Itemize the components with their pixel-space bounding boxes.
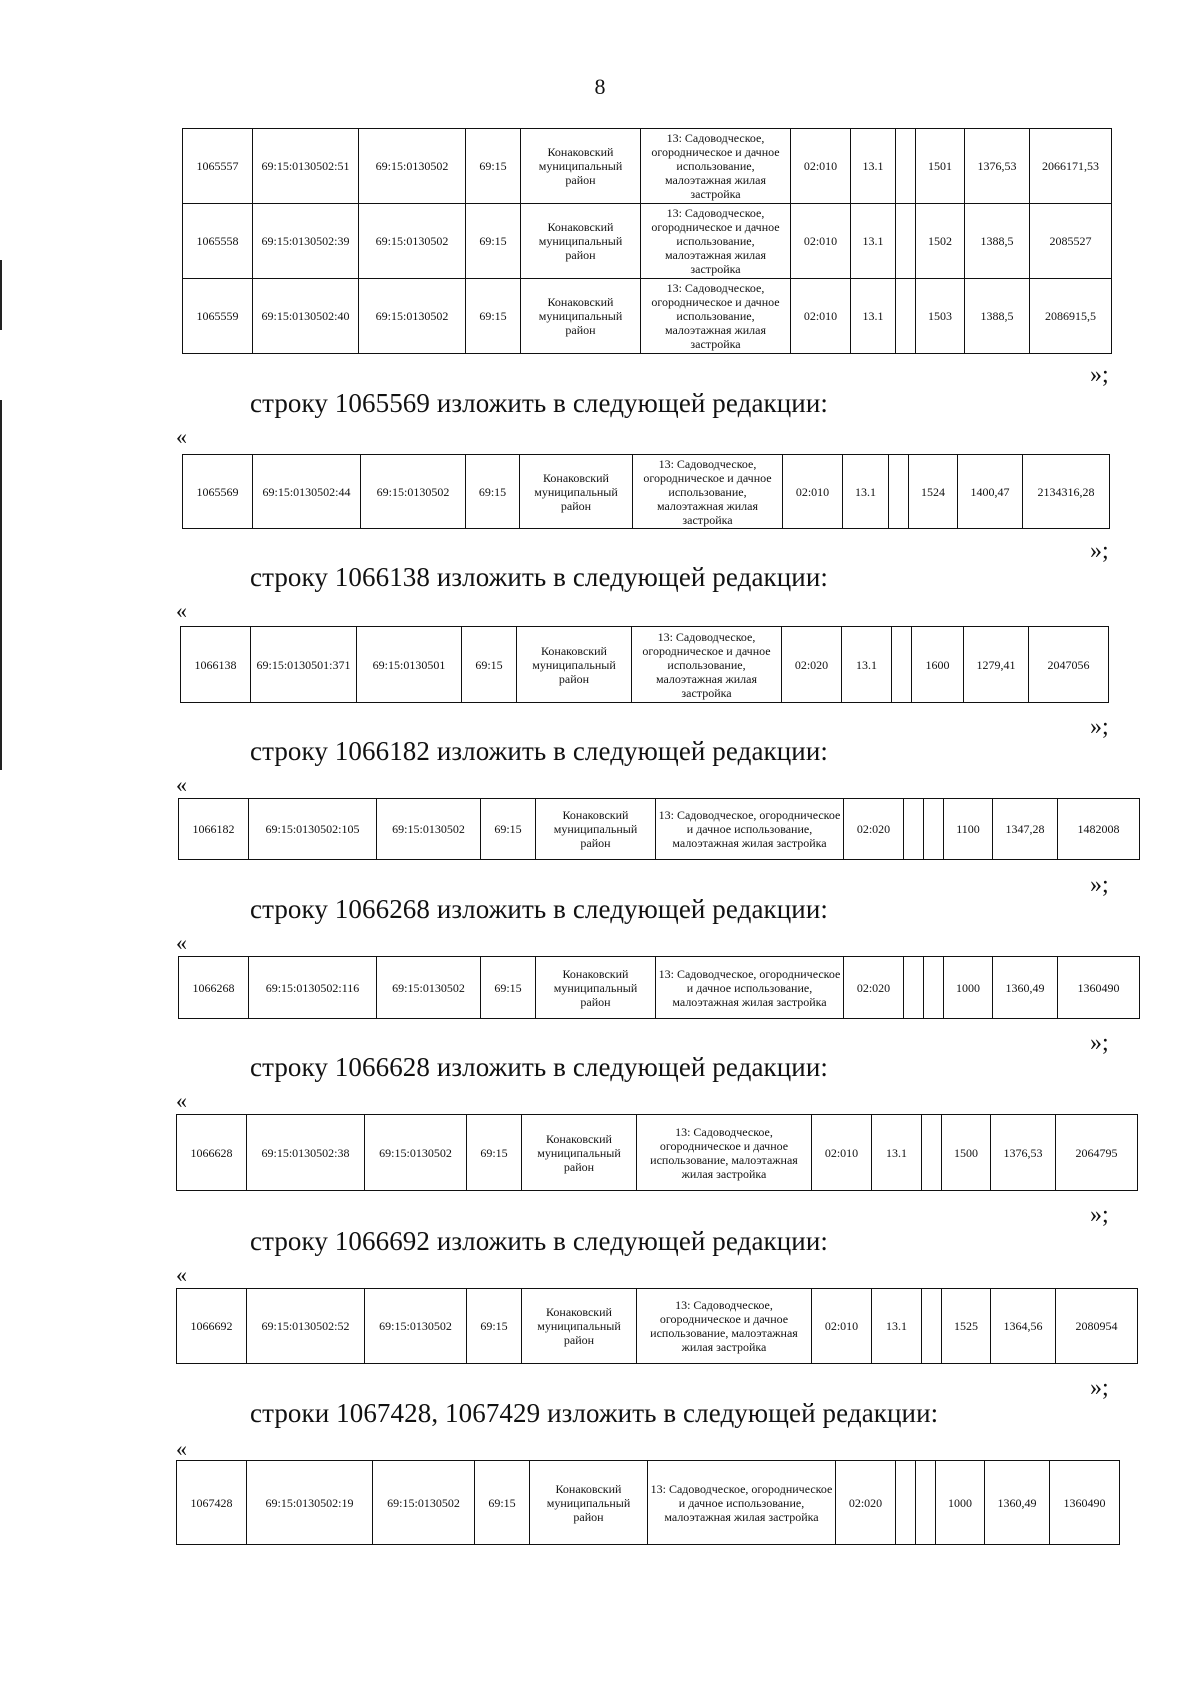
opening-quote: « xyxy=(176,1436,187,1461)
cell-land-use: 13: Садоводческое, огородническое и дачное использование, малоэтажная жилая застройка xyxy=(632,627,782,703)
cell-cadastral-number: 69:15:0130502:39 xyxy=(253,204,359,279)
opening-quote: « xyxy=(176,772,187,797)
section-heading: строку 1066182 изложить в следующей редакции: xyxy=(250,736,829,766)
cell-cadastral-block: 69:15:0130501 xyxy=(357,627,462,703)
cell-land-use: 13: Садоводческое, огородническое и дачное использование, малоэтажная жилая застройка xyxy=(637,1115,812,1191)
opening-quote: « xyxy=(176,1088,187,1113)
cell-district: Конаковский муниципальный район xyxy=(522,1115,637,1191)
cell-district-code: 69:15 xyxy=(466,279,521,354)
section-heading: строку 1066268 изложить в следующей редакции: xyxy=(250,894,829,924)
records-table xyxy=(180,626,1109,703)
cell-cadastral-block: 69:15:0130502 xyxy=(377,957,481,1019)
cell-specific-value: 1364,56 xyxy=(991,1289,1056,1364)
cell-record-id: 1065569 xyxy=(183,455,253,529)
cell-district-code: 69:15 xyxy=(467,1115,522,1191)
closing-quote: »; xyxy=(1090,1375,1109,1401)
cell-district: Конаковский муниципальный район xyxy=(536,799,656,860)
cell-cadastral-block: 69:15:0130502 xyxy=(359,129,466,204)
cell-district: Конаковский муниципальный район xyxy=(521,279,641,354)
cell-category-code: 02:010 xyxy=(791,129,851,204)
cell-district-code: 69:15 xyxy=(475,1461,530,1545)
cell-cadastral-block: 69:15:0130502 xyxy=(373,1461,475,1545)
records-table xyxy=(176,1288,1138,1364)
cell-land-use: 13: Садоводческое, огородническое и дачное использование, малоэтажная жилая застройка xyxy=(656,799,844,860)
cell-land-use: 13: Садоводческое, огородническое и дачное использование, малоэтажная жилая застройка xyxy=(656,957,844,1019)
cell-district: Конаковский муниципальный район xyxy=(536,957,656,1019)
cell-group: 13.1 xyxy=(872,1115,922,1191)
cell-empty xyxy=(896,204,916,279)
cell-record-id: 1065559 xyxy=(183,279,253,354)
cell-cadastral-number: 69:15:0130501:371 xyxy=(251,627,357,703)
section-heading: строку 1066628 изложить в следующей редакции: xyxy=(250,1052,829,1082)
cell-cadastral-block: 69:15:0130502 xyxy=(359,204,466,279)
cell-district: Конаковский муниципальный район xyxy=(530,1461,648,1545)
cell-district: Конаковский муниципальный район xyxy=(521,129,641,204)
cell-district: Конаковский муниципальный район xyxy=(521,204,641,279)
cell-area: 1500 xyxy=(942,1115,991,1191)
cell-category-code: 02:010 xyxy=(783,455,843,529)
cell-cadastral-block: 69:15:0130502 xyxy=(365,1289,467,1364)
table-row xyxy=(183,204,1112,279)
cell-category-code: 02:010 xyxy=(812,1289,872,1364)
cell-empty xyxy=(892,627,912,703)
opening-quote: « xyxy=(176,930,187,955)
cell-category-code: 02:020 xyxy=(836,1461,896,1545)
cell-specific-value: 1360,49 xyxy=(993,957,1058,1019)
cell-area: 1000 xyxy=(936,1461,985,1545)
cell-cadastral-number: 69:15:0130502:116 xyxy=(249,957,377,1019)
cell-cadastral-number: 69:15:0130502:40 xyxy=(253,279,359,354)
cell-group: 13.1 xyxy=(851,204,896,279)
cell-district-code: 69:15 xyxy=(481,957,536,1019)
table-row xyxy=(181,627,1109,703)
cell-land-use: 13: Садоводческое, огородническое и дачное использование, малоэтажная жилая застройка xyxy=(648,1461,836,1545)
records-table xyxy=(178,798,1140,860)
cell-cadastral-value: 2086915,5 xyxy=(1030,279,1112,354)
cell-land-use: 13: Садоводческое, огородническое и дачное использование, малоэтажная жилая застройка xyxy=(641,204,791,279)
opening-quote: « xyxy=(176,1262,187,1287)
section-heading: строку 1066692 изложить в следующей редакции: xyxy=(250,1226,829,1256)
scan-edge-line xyxy=(0,260,2,330)
cell-empty xyxy=(922,1115,942,1191)
cell-land-use: 13: Садоводческое, огородническое и дачное использование, малоэтажная жилая застройка xyxy=(633,455,783,529)
cell-group: 13.1 xyxy=(842,627,892,703)
closing-quote: »; xyxy=(1090,872,1109,898)
scan-edge-line xyxy=(0,400,2,770)
cell-district-code: 69:15 xyxy=(462,627,517,703)
cell-cadastral-block: 69:15:0130502 xyxy=(365,1115,467,1191)
cell-district: Конаковский муниципальный район xyxy=(520,455,633,529)
records-table-top xyxy=(182,128,1112,354)
cell-specific-value: 1376,53 xyxy=(991,1115,1056,1191)
cell-specific-value: 1388,5 xyxy=(965,279,1030,354)
cell-empty xyxy=(922,1289,942,1364)
table-row xyxy=(179,799,1140,860)
cell-empty xyxy=(916,1461,936,1545)
closing-quote: »; xyxy=(1090,1202,1109,1228)
cell-empty xyxy=(924,957,944,1019)
cell-group: 13.1 xyxy=(851,279,896,354)
cell-cadastral-value: 2085527 xyxy=(1030,204,1112,279)
cell-group: 13.1 xyxy=(851,129,896,204)
page-number: 8 xyxy=(594,74,606,99)
records-table xyxy=(178,956,1140,1019)
cell-record-id: 1065557 xyxy=(183,129,253,204)
records-table xyxy=(182,454,1110,529)
cell-area: 1524 xyxy=(909,455,958,529)
table-row xyxy=(183,455,1110,529)
cell-specific-value: 1388,5 xyxy=(965,204,1030,279)
cell-category-code: 02:010 xyxy=(812,1115,872,1191)
cell-area: 1501 xyxy=(916,129,965,204)
cell-cadastral-number: 69:15:0130502:105 xyxy=(249,799,377,860)
opening-quote: « xyxy=(176,598,187,623)
cell-record-id: 1066628 xyxy=(177,1115,247,1191)
cell-district-code: 69:15 xyxy=(467,1289,522,1364)
cell-cadastral-value: 1482008 xyxy=(1058,799,1140,860)
closing-quote: »; xyxy=(1090,362,1109,388)
cell-district-code: 69:15 xyxy=(466,204,521,279)
table-row xyxy=(183,279,1112,354)
cell-cadastral-value: 2134316,28 xyxy=(1023,455,1110,529)
table-row xyxy=(179,957,1140,1019)
cell-cadastral-value: 2066171,53 xyxy=(1030,129,1112,204)
table-row xyxy=(177,1115,1138,1191)
closing-quote: »; xyxy=(1090,1030,1109,1056)
cell-area: 1600 xyxy=(912,627,964,703)
cell-record-id: 1066138 xyxy=(181,627,251,703)
cell-area: 1000 xyxy=(944,957,993,1019)
cell-cadastral-number: 69:15:0130502:52 xyxy=(247,1289,365,1364)
cell-cadastral-value: 2047056 xyxy=(1029,627,1109,703)
cell-record-id: 1065558 xyxy=(183,204,253,279)
cell-category-code: 02:010 xyxy=(791,204,851,279)
cell-area: 1503 xyxy=(916,279,965,354)
table-row xyxy=(183,129,1112,204)
cell-specific-value: 1376,53 xyxy=(965,129,1030,204)
cell-record-id: 1067428 xyxy=(177,1461,247,1545)
cell-specific-value: 1347,28 xyxy=(993,799,1058,860)
cell-cadastral-block: 69:15:0130502 xyxy=(361,455,466,529)
section-heading: строки 1067428, 1067429 изложить в следующей редакции: xyxy=(250,1398,939,1428)
cell-category-code: 02:020 xyxy=(844,957,904,1019)
section-heading: строку 1066138 изложить в следующей редакции: xyxy=(250,562,829,592)
cell-area: 1100 xyxy=(944,799,993,860)
cell-empty xyxy=(896,279,916,354)
cell-area: 1525 xyxy=(942,1289,991,1364)
cell-category-code: 02:020 xyxy=(782,627,842,703)
cell-specific-value: 1279,41 xyxy=(964,627,1029,703)
table-row xyxy=(177,1461,1120,1545)
cell-specific-value: 1400,47 xyxy=(958,455,1023,529)
cell-area: 1502 xyxy=(916,204,965,279)
section-heading: строку 1065569 изложить в следующей редакции: xyxy=(250,388,829,418)
cell-district: Конаковский муниципальный район xyxy=(522,1289,637,1364)
cell-record-id: 1066692 xyxy=(177,1289,247,1364)
cell-cadastral-block: 69:15:0130502 xyxy=(359,279,466,354)
cell-district-code: 69:15 xyxy=(481,799,536,860)
closing-quote: »; xyxy=(1090,714,1109,740)
cell-cadastral-value: 1360490 xyxy=(1058,957,1140,1019)
cell-cadastral-number: 69:15:0130502:51 xyxy=(253,129,359,204)
cell-cadastral-block: 69:15:0130502 xyxy=(377,799,481,860)
cell-group xyxy=(904,957,924,1019)
cell-cadastral-number: 69:15:0130502:19 xyxy=(247,1461,373,1545)
cell-group xyxy=(896,1461,916,1545)
cell-cadastral-number: 69:15:0130502:44 xyxy=(253,455,361,529)
cell-category-code: 02:010 xyxy=(791,279,851,354)
cell-empty xyxy=(924,799,944,860)
cell-district-code: 69:15 xyxy=(466,455,520,529)
cell-group: 13.1 xyxy=(843,455,889,529)
cell-cadastral-number: 69:15:0130502:38 xyxy=(247,1115,365,1191)
records-table xyxy=(176,1114,1138,1191)
closing-quote: »; xyxy=(1090,538,1109,564)
cell-district-code: 69:15 xyxy=(466,129,521,204)
cell-land-use: 13: Садоводческое, огородническое и дачное использование, малоэтажная жилая застройка xyxy=(641,279,791,354)
cell-cadastral-value: 2064795 xyxy=(1056,1115,1138,1191)
cell-land-use: 13: Садоводческое, огородническое и дачное использование, малоэтажная жилая застройка xyxy=(637,1289,812,1364)
cell-record-id: 1066182 xyxy=(179,799,249,860)
cell-cadastral-value: 2080954 xyxy=(1056,1289,1138,1364)
records-table xyxy=(176,1460,1120,1545)
cell-land-use: 13: Садоводческое, огородническое и дачное использование, малоэтажная жилая застройка xyxy=(641,129,791,204)
cell-empty xyxy=(896,129,916,204)
cell-empty xyxy=(889,455,909,529)
cell-category-code: 02:020 xyxy=(844,799,904,860)
cell-cadastral-value: 1360490 xyxy=(1050,1461,1120,1545)
cell-group: 13.1 xyxy=(872,1289,922,1364)
opening-quote: « xyxy=(176,424,187,449)
cell-record-id: 1066268 xyxy=(179,957,249,1019)
cell-group xyxy=(904,799,924,860)
cell-district: Конаковский муниципальный район xyxy=(517,627,632,703)
cell-specific-value: 1360,49 xyxy=(985,1461,1050,1545)
table-row xyxy=(177,1289,1138,1364)
